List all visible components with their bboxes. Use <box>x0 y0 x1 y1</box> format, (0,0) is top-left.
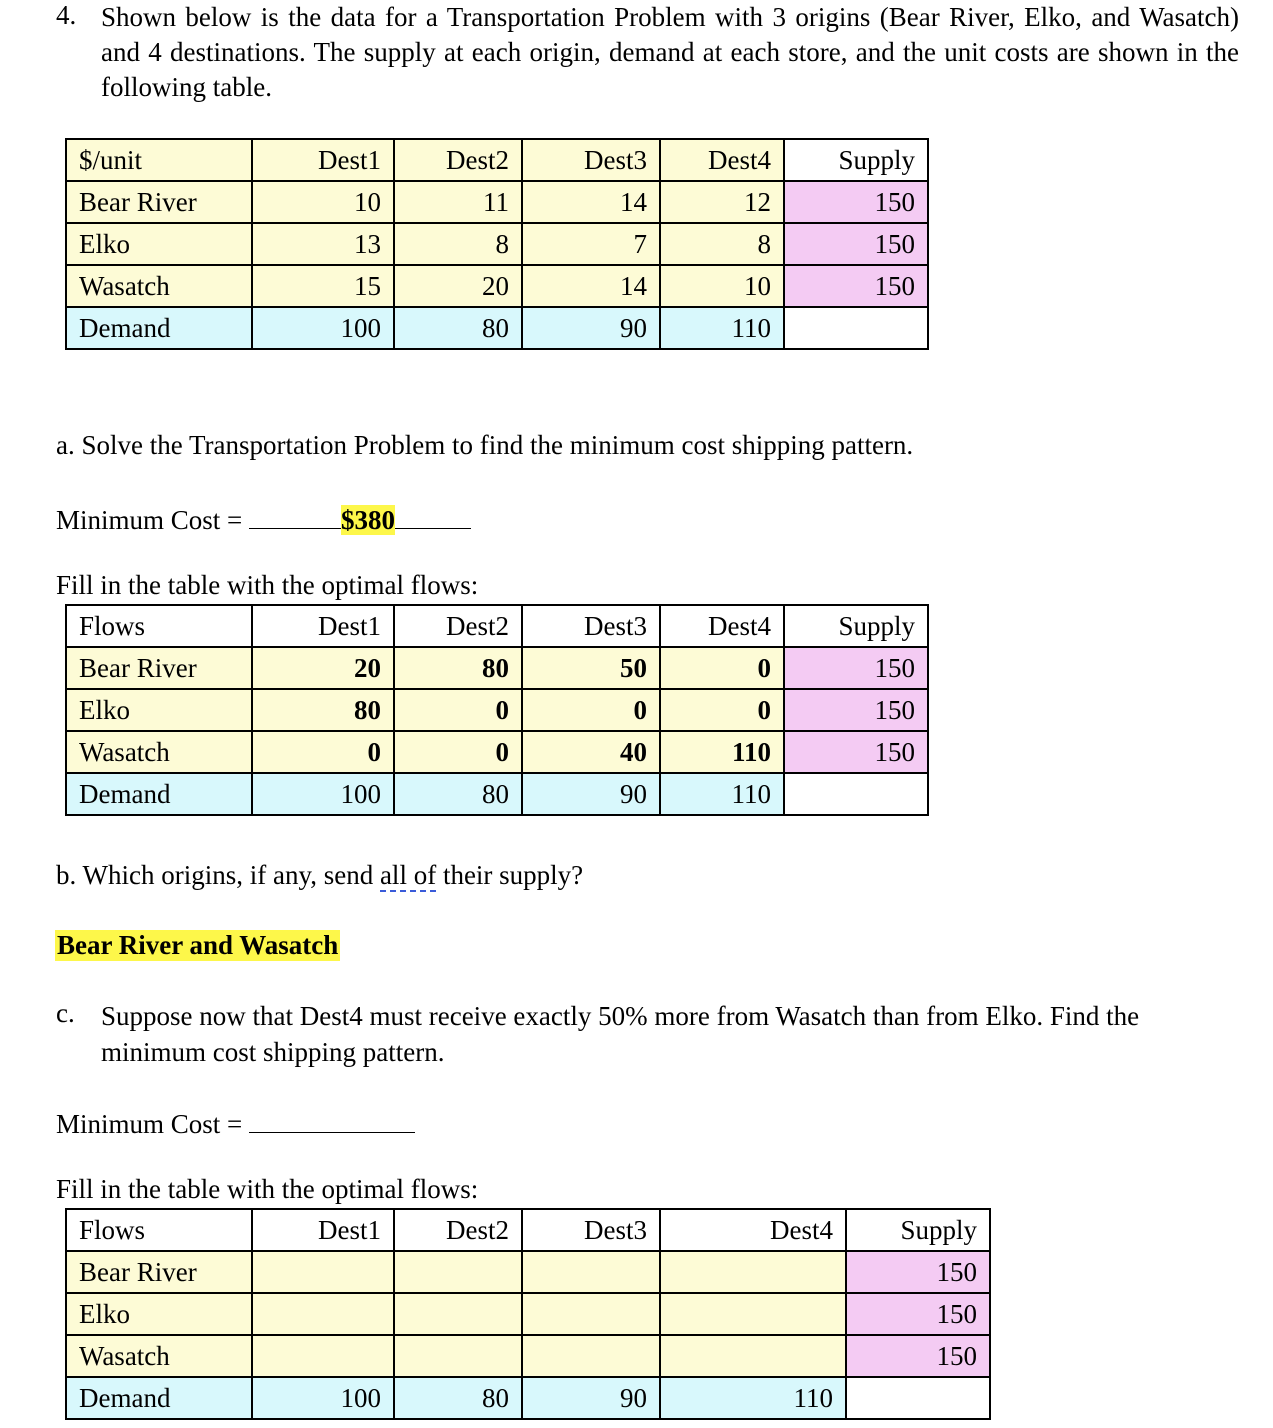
flow-input-cell[interactable] <box>394 1293 522 1335</box>
flow-input-cell[interactable] <box>660 1335 846 1377</box>
demand-cell: 110 <box>660 1377 846 1419</box>
cost-table <box>65 138 929 350</box>
demand-cell: 100 <box>252 307 394 349</box>
table-row <box>66 181 928 223</box>
table-row <box>66 223 928 265</box>
demand-cell: 100 <box>252 1377 394 1419</box>
demand-cell: 90 <box>522 773 660 815</box>
part-c-letter: c. <box>56 998 75 1028</box>
supply-cell: 150 <box>784 181 928 223</box>
row-label: Bear River <box>66 1251 252 1293</box>
part-a-fill-label: Fill in the table with the optimal flows: <box>56 570 479 600</box>
demand-label: Demand <box>66 307 252 349</box>
table-row <box>66 731 928 773</box>
supply-cell: 150 <box>784 265 928 307</box>
flow-cell: 80 <box>394 647 522 689</box>
cost-cell: 7 <box>522 223 660 265</box>
table-row <box>66 1293 990 1335</box>
flow-cell: 0 <box>394 731 522 773</box>
flow-input-cell[interactable] <box>394 1335 522 1377</box>
flow-input-cell[interactable] <box>660 1293 846 1335</box>
row-label: Elko <box>66 1293 252 1335</box>
table-row <box>66 1335 990 1377</box>
flow-input-cell[interactable] <box>252 1293 394 1335</box>
column-header: Dest4 <box>660 605 784 647</box>
supply-cell: 150 <box>784 223 928 265</box>
flow-cell: 0 <box>522 689 660 731</box>
part-a-min-cost <box>56 500 471 536</box>
flow-table-c <box>65 1208 991 1420</box>
answer-blank <box>249 500 341 529</box>
flow-cell: 0 <box>660 689 784 731</box>
supply-cell: 150 <box>846 1251 990 1293</box>
supply-header: Supply <box>784 139 928 181</box>
flow-cell: 0 <box>660 647 784 689</box>
part-c-min-cost <box>56 1104 415 1140</box>
answer-blank <box>395 500 471 529</box>
table-row <box>66 1377 990 1419</box>
flow-cell: 40 <box>522 731 660 773</box>
flow-cell: 0 <box>394 689 522 731</box>
table-row <box>66 307 928 349</box>
row-label: Wasatch <box>66 731 252 773</box>
cost-cell: 10 <box>660 265 784 307</box>
part-c-fill-label: Fill in the table with the optimal flows: <box>56 1174 479 1204</box>
row-label: Wasatch <box>66 265 252 307</box>
demand-cell: 80 <box>394 773 522 815</box>
flow-cell: 50 <box>522 647 660 689</box>
part-b-emphasis: all of <box>379 860 437 890</box>
supply-header: Supply <box>846 1209 990 1251</box>
column-header: Dest4 <box>660 139 784 181</box>
column-header: Dest2 <box>394 1209 522 1251</box>
flow-input-cell[interactable] <box>522 1293 660 1335</box>
table-row <box>66 773 928 815</box>
table-row <box>66 605 928 647</box>
column-header: Dest1 <box>252 605 394 647</box>
table-row <box>66 265 928 307</box>
cost-cell: 13 <box>252 223 394 265</box>
column-header: Dest1 <box>252 139 394 181</box>
flow-cell: 110 <box>660 731 784 773</box>
flow-input-cell[interactable] <box>252 1251 394 1293</box>
demand-cell: 80 <box>394 1377 522 1419</box>
table-row <box>66 139 928 181</box>
supply-cell: 150 <box>846 1293 990 1335</box>
demand-cell: 90 <box>522 1377 660 1419</box>
flow-cell: 20 <box>252 647 394 689</box>
cost-cell: 8 <box>394 223 522 265</box>
table-row <box>66 689 928 731</box>
demand-cell: 90 <box>522 307 660 349</box>
min-cost-answer: $380 <box>341 505 396 535</box>
part-b-prompt <box>56 860 583 891</box>
min-cost-label: Minimum Cost = <box>56 505 243 535</box>
demand-cell: 80 <box>394 307 522 349</box>
cost-cell: 12 <box>660 181 784 223</box>
demand-label: Demand <box>66 1377 252 1419</box>
flow-input-cell[interactable] <box>522 1251 660 1293</box>
supply-header: Supply <box>784 605 928 647</box>
supply-cell: 150 <box>784 731 928 773</box>
empty-cell <box>784 307 928 349</box>
demand-cell: 110 <box>660 307 784 349</box>
row-label: Wasatch <box>66 1335 252 1377</box>
row-label: Elko <box>66 223 252 265</box>
cost-cell: 14 <box>522 265 660 307</box>
question-text: Shown below is the data for a Transportation Problem with 3 origins (Bear River, Elko, and Wasatch) and 4 destinations. The supply at each origin, demand at each store, and the unit costs are shown in the following table. <box>101 2 1239 102</box>
cost-cell: 15 <box>252 265 394 307</box>
cost-cell: 11 <box>394 181 522 223</box>
table-row <box>66 1209 990 1251</box>
flow-input-cell[interactable] <box>394 1251 522 1293</box>
column-header: Dest4 <box>660 1209 846 1251</box>
supply-cell: 150 <box>846 1335 990 1377</box>
supply-cell: 150 <box>784 689 928 731</box>
flow-cell: 80 <box>252 689 394 731</box>
empty-cell <box>846 1377 990 1419</box>
part-b-answer: Bear River and Wasatch <box>57 930 339 960</box>
part-b-prompt-end: their supply? <box>436 860 584 890</box>
column-header: Dest3 <box>522 605 660 647</box>
cost-cell: 8 <box>660 223 784 265</box>
column-header: Dest3 <box>522 139 660 181</box>
demand-cell: 110 <box>660 773 784 815</box>
answer-blank <box>249 1104 415 1133</box>
column-header: Dest3 <box>522 1209 660 1251</box>
row-label: Elko <box>66 689 252 731</box>
cost-cell: 14 <box>522 181 660 223</box>
part-b-prompt-start: b. Which origins, if any, send <box>56 860 380 890</box>
column-header: Dest1 <box>252 1209 394 1251</box>
flow-table-a <box>65 604 929 816</box>
column-header: Dest2 <box>394 139 522 181</box>
table-corner: Flows <box>66 605 252 647</box>
cost-cell: 20 <box>394 265 522 307</box>
supply-cell: 150 <box>784 647 928 689</box>
min-cost-label: Minimum Cost = <box>56 1109 243 1139</box>
table-corner: $/unit <box>66 139 252 181</box>
part-c-prompt: Suppose now that Dest4 must receive exactly 50% more from Wasatch than from Elko. Find the minimum cost shipping pattern. <box>101 1001 1140 1067</box>
empty-cell <box>784 773 928 815</box>
row-label: Bear River <box>66 647 252 689</box>
table-corner: Flows <box>66 1209 252 1251</box>
cost-cell: 10 <box>252 181 394 223</box>
table-row <box>66 1251 990 1293</box>
part-a-prompt: a. Solve the Transportation Problem to find the minimum cost shipping pattern. <box>56 430 914 460</box>
flow-input-cell[interactable] <box>660 1251 846 1293</box>
flow-input-cell[interactable] <box>522 1335 660 1377</box>
flow-cell: 0 <box>252 731 394 773</box>
row-label: Bear River <box>66 181 252 223</box>
question-number: 4. <box>56 0 77 30</box>
demand-label: Demand <box>66 773 252 815</box>
column-header: Dest2 <box>394 605 522 647</box>
flow-input-cell[interactable] <box>252 1335 394 1377</box>
table-row <box>66 647 928 689</box>
demand-cell: 100 <box>252 773 394 815</box>
